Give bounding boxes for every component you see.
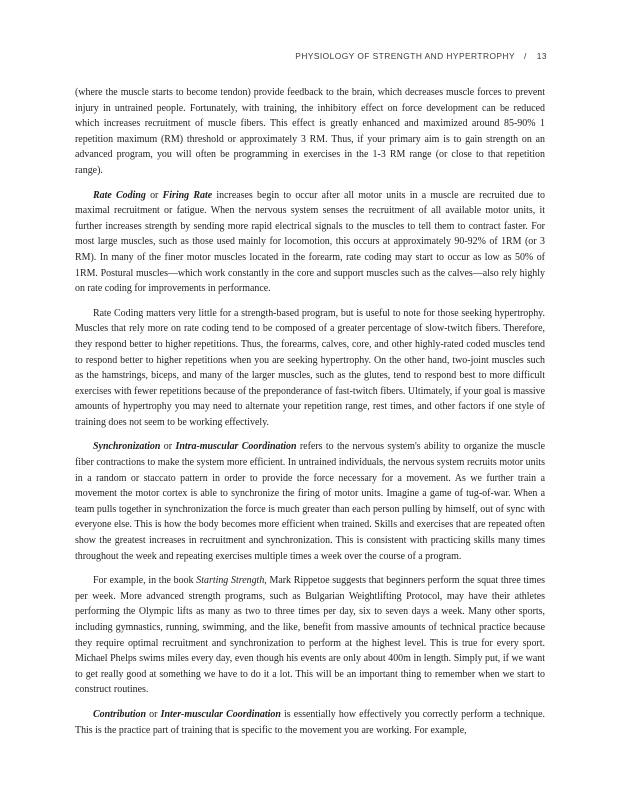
term-synchronization: Synchronization [93,441,161,453]
paragraph-continuation [75,85,545,179]
paragraph-lead-in: For example, in the book [93,575,197,587]
paragraph-text: , Mark Rippetoe suggests that beginners perform the squat three times per week. More advanced strength programs, such as Bulgarian Weightlifting Protocol, may have their athletes performing the Olympic lifts as many as two to three times per day, six to seven days a week. Many other sports, including gymnastics, running, swimming, and the like, benefit from massive amounts of technical practice because they require optimal recruitment and synchronization to perform at the highest level. This is true for every sport. Michael Phelps swims miles every day, even though his events are only about 400m in length. Simply put, if we want to get really good at something we have to do it a lot. This will be an important thing to remember when we start to construct routines. [75,575,545,696]
term-rate-coding: Rate Coding [93,189,146,201]
paragraph-text: (where the muscle starts to become tendon) provide feedback to the brain, which decreases muscle forces to prevent injury in untrained people. Fortunately, with training, the inhibitory effect on force development can be reduced which increases recruitment of muscle fibers. This effect is greatly enhanced and maximized around 85-90% 1 repetition maximum (RM) threshold or approximately 3 RM. Thus, if your primary aim is to gain strength on an advanced program, you will often be programming in exercises in the 1-3 RM range (or close to that repetition range). [75,87,545,176]
term-connector: or [146,708,161,720]
term-contribution: Contribution [93,708,147,720]
term-intra-muscular-coordination: Intra-muscular Coordination [175,441,297,453]
page-number: 13 [536,51,547,61]
paragraph-text: increases begin to occur after all motor units in a muscle are recruited due to maximal recruitment or fatigue. When the nervous system senses the recruitment of all available motor units, it further increases strength by sending more rapid electrical signals to the muscles to tell them to contract faster. For most large muscles, such as those used mainly for locomotion, this occurs at approximately 90-92% of 1RM (or 3 RM). In many of the finer motor muscles located in the forearm, rate coding may start to occur as low as 50% of 1RM. Postural muscles—which work constantly in the core and support muscles such as the calves—also rely highly on rate coding for improvements in performance. [75,189,546,295]
book-title-starting-strength: Starting Strength [196,575,265,587]
paragraph-starting-strength-example [75,573,545,698]
term-firing-rate: Firing Rate [162,189,213,201]
running-header [295,51,547,61]
term-connector: or [160,441,176,453]
paragraph-text: refers to the nervous system's ability to organize the muscle fiber contractions to make the system more efficient. In untrained individuals, the nervous system recruits motor units in a random or staccato pattern in order to provide the force necessary for a movement. As we further train a movement the motor cortex is able to synchronize the firing of motor units. Imagine a game of tug-of-war. When a team pulls together in synchronization the force is much greater than each person pulling by himself, out of sync with everyone else. This is how the body becomes more efficient when trained. Skills and exercises that are repeated often show the greatest increases in recruitment and synchronization. This is consistent with practicing skills many times throughout the week and repeating exercises multiple times a week over the course of a program. [75,441,546,562]
header-separator: / [524,51,527,61]
body-text [75,85,545,747]
term-inter-muscular-coordination: Inter-muscular Coordination [160,708,281,720]
term-connector: or [145,189,163,201]
paragraph-synchronization [75,439,545,564]
section-title: PHYSIOLOGY OF STRENGTH AND HYPERTROPHY [295,51,515,61]
paragraph-rate-coding-hypertrophy [75,306,545,431]
paragraph-text: Rate Coding matters very little for a strength-based program, but is useful to note for those seeking hypertrophy. Muscles that rely more on rate coding tend to be composed of a greater percentage of slow-twitch fibers. Therefore, they respond better to higher repetitions. Thus, the forearms, calves, core, and other highly-rated coded muscles tend to respond better to higher repetitions when you are seeking hypertrophy. On the other hand, two-joint muscles such as the hamstrings, biceps, and many of the larger muscles, such as the glutes, tend to respond best to more difficult exercises with fewer repetitions because of the preponderance of fast-twitch fibers. Ultimately, if your goal is massive amounts of hypertrophy you may need to alternate your repetition range, rest times, and other factors if one style of training does not seem to be working effectively. [75,307,545,428]
paragraph-text: is essentially how effectively you correctly perform a technique. This is the practice part of training that is specific to the movement you are working. For example, [75,708,545,736]
paragraph-contribution [75,707,545,738]
paragraph-rate-coding [75,188,545,297]
